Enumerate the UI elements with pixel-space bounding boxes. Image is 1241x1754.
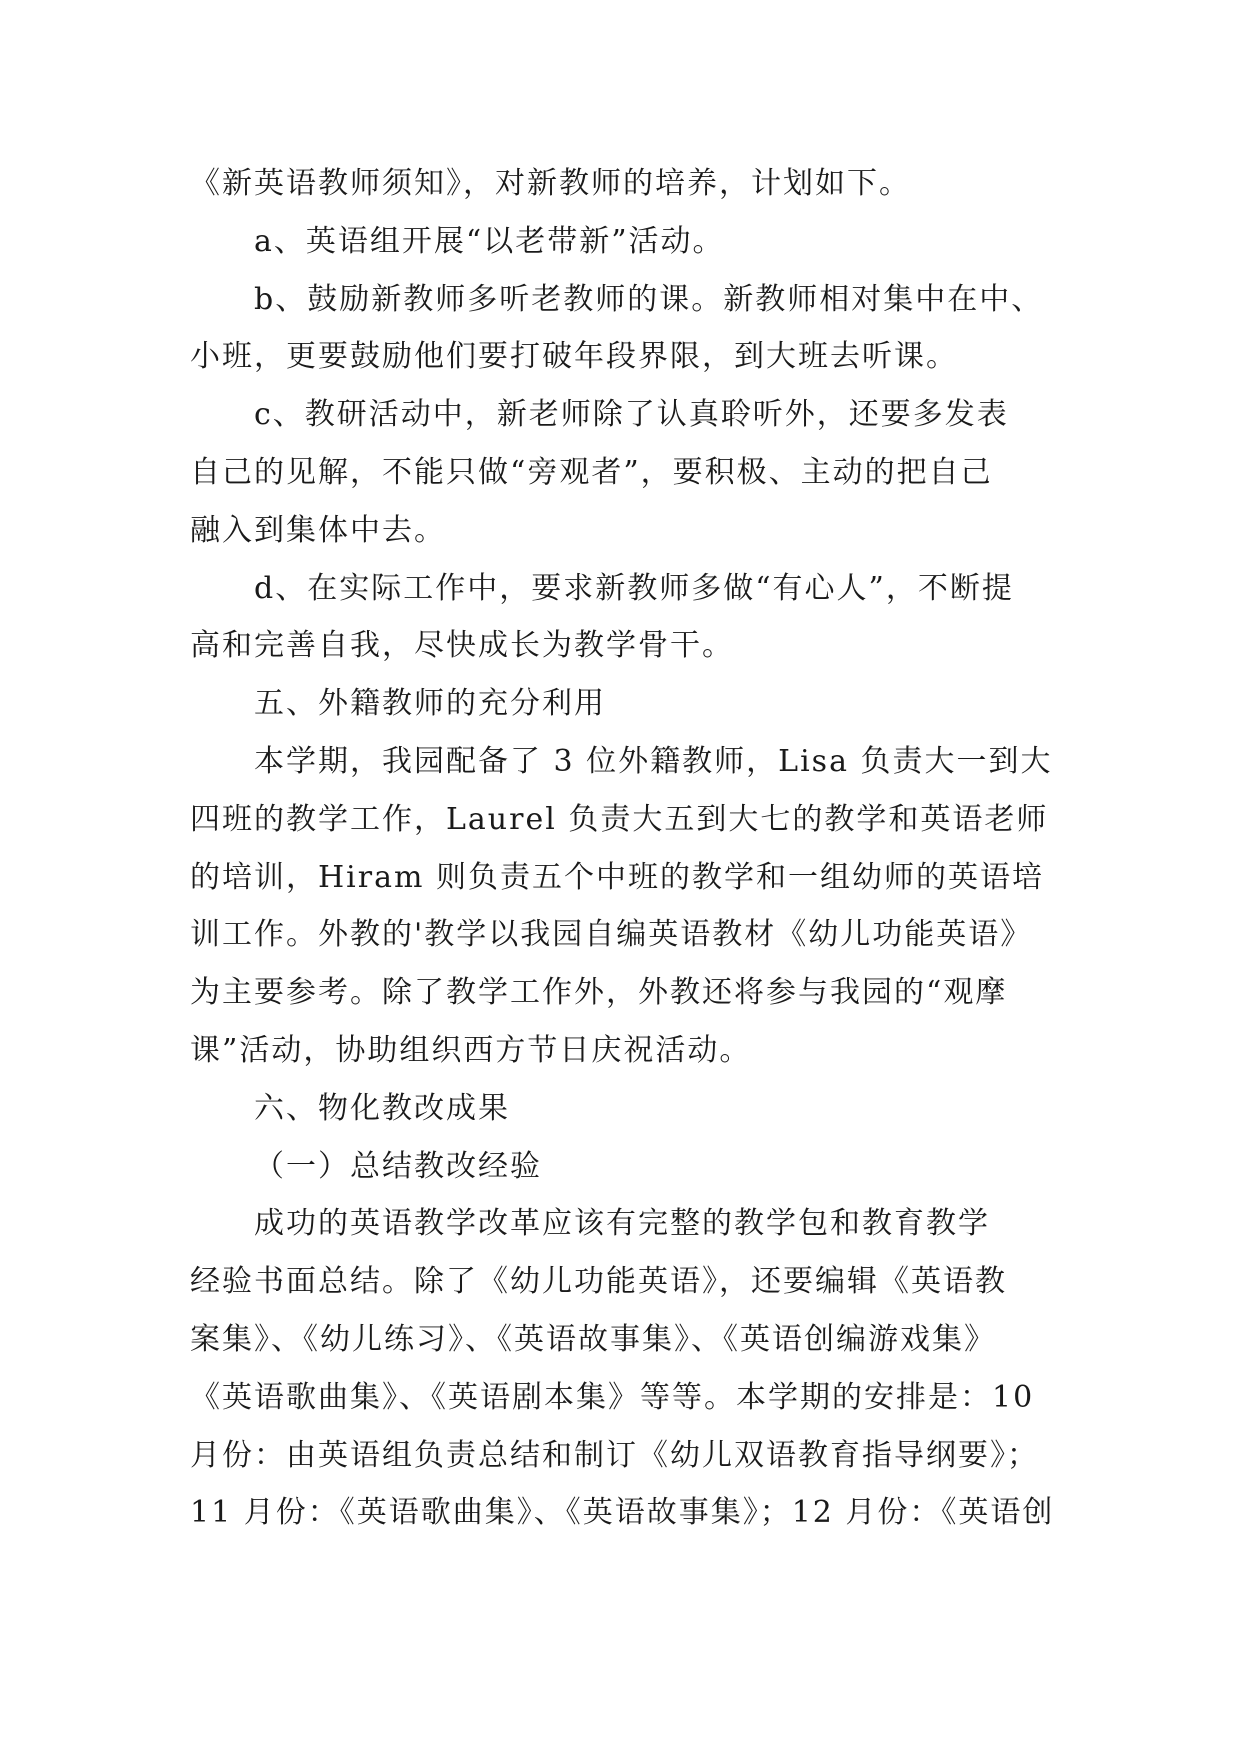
text-line: 为主要参考。除了教学工作外，外教还将参与我园的“观摩	[190, 975, 1008, 1011]
text-line: 成功的英语教学改革应该有完整的教学包和教育教学	[254, 1206, 990, 1242]
text-line: c、教研活动中，新老师除了认真聆听外，还要多发表	[254, 397, 1009, 433]
text-line: 本学期，我园配备了 3 位外籍教师，Lisa 负责大一到大	[254, 743, 1053, 779]
text-line: 融入到集体中去。	[190, 512, 446, 548]
text-line: b、鼓励新教师多听老教师的课。新教师相对集中在中、	[254, 281, 1044, 317]
text-line: 《新英语教师须知》，对新教师的培养，计划如下。	[190, 166, 911, 201]
text-line: 高和完善自我，尽快成长为教学骨干。	[190, 628, 734, 664]
text-line: 《英语歌曲集》、《英语剧本集》等等。本学期的安排是：10	[190, 1379, 1035, 1415]
text-line: 案集》、《幼儿练习》、《英语故事集》、《英语创编游戏集》	[190, 1321, 996, 1357]
section-heading: 五、外籍教师的充分利用	[254, 686, 606, 722]
text-line: 的培训，Hiram 则负责五个中班的教学和一组幼师的英语培	[190, 859, 1044, 895]
text-line: d、在实际工作中，要求新教师多做“有心人”，不断提	[254, 570, 1014, 606]
text-line: 四班的教学工作，Laurel 负责大五到大七的教学和英语老师	[190, 801, 1049, 837]
section-heading: 六、物化教改成果	[254, 1090, 510, 1126]
text-line: 月份：由英语组负责总结和制订《幼儿双语教育指导纲要》；	[190, 1437, 1039, 1473]
text-line: 训工作。外教的'教学以我园自编英语教材《幼儿功能英语》	[190, 917, 1033, 953]
text-line: a、英语组开展“以老带新”活动。	[254, 223, 725, 259]
text-line: 11 月份：《英语歌曲集》、《英语故事集》；12 月份：《英语创	[190, 1495, 1055, 1531]
text-line: 经验书面总结。除了《幼儿功能英语》，还要编辑《英语教	[190, 1264, 1007, 1300]
document-body	[190, 155, 1055, 1542]
subsection-heading: （一）总结教改经验	[254, 1148, 542, 1184]
text-line: 课”活动，协助组织西方节日庆祝活动。	[190, 1032, 752, 1068]
text-line: 自己的见解，不能只做“旁观者”，要积极、主动的把自己	[190, 454, 993, 490]
text-line: 小班，更要鼓励他们要打破年段界限，到大班去听课。	[190, 339, 958, 375]
